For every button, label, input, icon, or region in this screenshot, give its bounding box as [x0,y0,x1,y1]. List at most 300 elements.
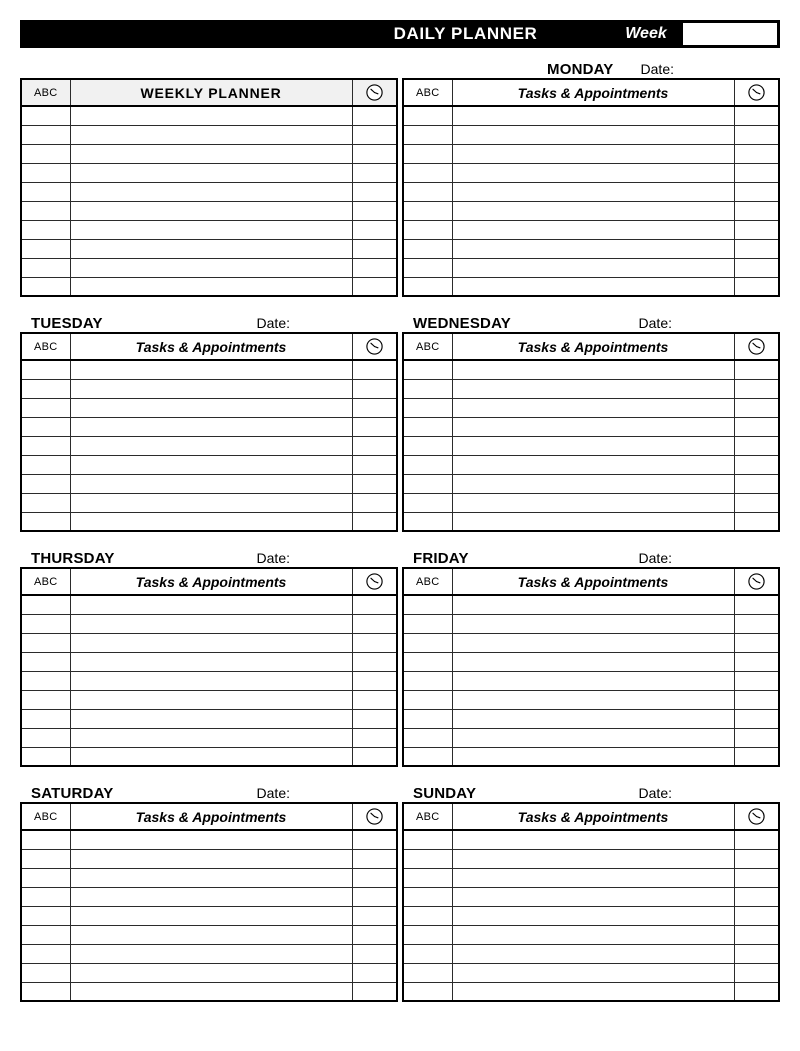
cell-time[interactable] [734,474,779,493]
date-label-friday[interactable]: Date: [638,550,672,566]
cell-time[interactable] [352,493,397,512]
cell-abc[interactable] [403,906,452,925]
cell-time[interactable] [734,379,779,398]
column-header-title-monday: Tasks & Appointments [452,79,734,106]
planner-table-monday [402,78,780,297]
table-row [21,277,397,296]
cell-task[interactable] [70,144,352,163]
cell-task[interactable] [70,709,352,728]
cell-abc[interactable] [21,277,70,296]
day-name-saturday: SATURDAY [31,785,114,802]
cell-task[interactable] [452,436,734,455]
cell-time[interactable] [734,258,779,277]
date-label-monday[interactable]: Date: [640,61,674,77]
cell-abc[interactable] [21,512,70,531]
cell-task[interactable] [452,474,734,493]
cell-task[interactable] [452,277,734,296]
cell-time[interactable] [352,417,397,436]
cell-abc[interactable] [21,925,70,944]
cell-task[interactable] [452,417,734,436]
cell-task[interactable] [452,963,734,982]
day-name-tuesday: TUESDAY [31,315,103,332]
cell-time[interactable] [352,709,397,728]
table-row [403,963,779,982]
cell-time[interactable] [352,125,397,144]
cell-abc[interactable] [403,887,452,906]
cell-time[interactable] [734,728,779,747]
cell-abc[interactable] [21,474,70,493]
cell-abc[interactable] [403,982,452,1001]
cell-task[interactable] [70,239,352,258]
cell-abc[interactable] [21,728,70,747]
table-row [21,144,397,163]
cell-task[interactable] [70,830,352,849]
table-row [21,887,397,906]
cell-task[interactable] [452,982,734,1001]
table-row [403,868,779,887]
cell-abc[interactable] [403,144,452,163]
column-header-abc: ABC [21,79,70,106]
cell-abc[interactable] [21,830,70,849]
cell-time[interactable] [734,944,779,963]
table-row [403,182,779,201]
cell-time[interactable] [734,182,779,201]
cell-time[interactable] [352,887,397,906]
cell-task[interactable] [452,455,734,474]
cell-abc[interactable] [403,436,452,455]
cell-abc[interactable] [21,849,70,868]
cell-abc[interactable] [403,868,452,887]
cell-time[interactable] [352,830,397,849]
cell-time[interactable] [734,277,779,296]
clock-icon [365,572,384,591]
cell-abc[interactable] [21,671,70,690]
cell-time[interactable] [352,747,397,766]
table-row [21,417,397,436]
cell-task[interactable] [452,398,734,417]
cell-abc[interactable] [21,868,70,887]
table-row [21,239,397,258]
cell-abc[interactable] [403,614,452,633]
cell-time[interactable] [734,906,779,925]
cell-task[interactable] [70,868,352,887]
cell-time[interactable] [734,144,779,163]
title-bar-spacer [21,21,321,47]
cell-time[interactable] [352,144,397,163]
cell-abc[interactable] [403,925,452,944]
cell-time[interactable] [734,493,779,512]
cell-task[interactable] [452,709,734,728]
table-row [21,474,397,493]
cell-abc[interactable] [21,493,70,512]
cell-time[interactable] [352,944,397,963]
cell-task[interactable] [70,652,352,671]
cell-task[interactable] [70,417,352,436]
cell-task[interactable] [452,182,734,201]
cell-time[interactable] [734,360,779,379]
cell-time[interactable] [352,220,397,239]
date-label-saturday[interactable]: Date: [256,785,290,801]
column-header-clock [352,568,397,595]
planner-table-wrap-wednesday [402,332,780,532]
cell-time[interactable] [352,455,397,474]
cell-abc[interactable] [403,182,452,201]
date-label-sunday[interactable]: Date: [638,785,672,801]
cell-time[interactable] [734,830,779,849]
cell-abc[interactable] [403,652,452,671]
table-row [21,652,397,671]
cell-task[interactable] [452,633,734,652]
date-label-tuesday[interactable]: Date: [256,315,290,331]
cell-time[interactable] [734,239,779,258]
cell-abc[interactable] [21,417,70,436]
day-title-cell-sunday [402,785,780,802]
cell-time[interactable] [352,277,397,296]
day-name-monday: MONDAY [547,61,614,78]
cell-task[interactable] [452,671,734,690]
cell-time[interactable] [734,512,779,531]
cell-abc[interactable] [21,614,70,633]
cell-time[interactable] [352,436,397,455]
cell-task[interactable] [70,614,352,633]
table-row [403,652,779,671]
table-header-sunday [403,803,779,830]
clock-icon [365,337,384,356]
cell-task[interactable] [70,258,352,277]
cell-abc[interactable] [403,633,452,652]
cell-task[interactable] [70,182,352,201]
cell-abc[interactable] [21,690,70,709]
cell-time[interactable] [734,690,779,709]
day-title-row [20,48,780,78]
cell-abc[interactable] [403,944,452,963]
date-label-wednesday[interactable]: Date: [638,315,672,331]
table-row [403,614,779,633]
cell-task[interactable] [452,868,734,887]
cell-task[interactable] [452,906,734,925]
cell-task[interactable] [70,906,352,925]
cell-time[interactable] [734,709,779,728]
block-gap [20,532,780,539]
cell-abc[interactable] [403,239,452,258]
cell-abc[interactable] [21,163,70,182]
cell-task[interactable] [452,125,734,144]
cell-abc[interactable] [21,360,70,379]
cell-abc[interactable] [403,728,452,747]
cell-time[interactable] [352,474,397,493]
cell-time[interactable] [734,201,779,220]
cell-abc[interactable] [21,398,70,417]
day-title-cell-saturday [20,785,398,802]
cell-task[interactable] [70,633,352,652]
planner-table-wrap-monday [402,78,780,297]
cell-task[interactable] [452,728,734,747]
cell-task[interactable] [70,849,352,868]
cell-time[interactable] [352,690,397,709]
table-row [403,417,779,436]
cell-time[interactable] [352,982,397,1001]
cell-abc[interactable] [21,595,70,614]
cell-time[interactable] [734,614,779,633]
table-row [21,379,397,398]
table-row [403,709,779,728]
cell-abc[interactable] [21,747,70,766]
cell-time[interactable] [352,379,397,398]
cell-abc[interactable] [403,455,452,474]
cell-time[interactable] [734,652,779,671]
cell-task[interactable] [70,125,352,144]
cell-time[interactable] [734,455,779,474]
table-body-sunday [403,830,779,1001]
cell-abc[interactable] [21,144,70,163]
cell-abc[interactable] [21,982,70,1001]
cell-task[interactable] [70,887,352,906]
cell-task[interactable] [70,455,352,474]
cell-abc[interactable] [21,944,70,963]
cell-task[interactable] [452,220,734,239]
cell-task[interactable] [70,595,352,614]
week-input[interactable] [682,22,778,46]
cell-abc[interactable] [403,830,452,849]
column-header-title-thursday: Tasks & Appointments [70,568,352,595]
cell-task[interactable] [70,379,352,398]
cell-task[interactable] [70,671,352,690]
cell-task[interactable] [70,360,352,379]
cell-time[interactable] [352,239,397,258]
cell-time[interactable] [352,595,397,614]
cell-time[interactable] [734,220,779,239]
day-title-cell-tuesday [20,315,398,332]
cell-time[interactable] [352,963,397,982]
cell-time[interactable] [734,747,779,766]
cell-abc[interactable] [403,595,452,614]
table-row [403,493,779,512]
table-row [21,728,397,747]
cell-abc[interactable] [21,201,70,220]
cell-abc[interactable] [403,220,452,239]
cell-task[interactable] [70,690,352,709]
cell-time[interactable] [734,849,779,868]
day-name-sunday: SUNDAY [413,785,477,802]
cell-task[interactable] [452,747,734,766]
cell-time[interactable] [352,633,397,652]
cell-abc[interactable] [21,239,70,258]
planner-table-thursday [20,567,398,767]
cell-time[interactable] [734,671,779,690]
cell-time[interactable] [352,512,397,531]
cell-abc[interactable] [21,887,70,906]
planner-block-1 [20,332,780,532]
cell-abc[interactable] [21,125,70,144]
cell-abc[interactable] [403,671,452,690]
cell-task[interactable] [70,201,352,220]
date-label-thursday[interactable]: Date: [256,550,290,566]
cell-abc[interactable] [403,398,452,417]
cell-abc[interactable] [403,163,452,182]
cell-time[interactable] [352,163,397,182]
cell-task[interactable] [70,163,352,182]
cell-time[interactable] [352,182,397,201]
cell-abc[interactable] [403,125,452,144]
cell-task[interactable] [452,595,734,614]
table-row [21,201,397,220]
cell-abc[interactable] [21,220,70,239]
table-body-saturday [21,830,397,1001]
cell-time[interactable] [734,125,779,144]
cell-task[interactable] [452,652,734,671]
cell-abc[interactable] [403,849,452,868]
cell-time[interactable] [734,963,779,982]
cell-abc[interactable] [403,360,452,379]
cell-abc[interactable] [21,906,70,925]
cell-task[interactable] [70,277,352,296]
cell-task[interactable] [70,944,352,963]
cell-task[interactable] [452,690,734,709]
cell-task[interactable] [70,436,352,455]
cell-task[interactable] [452,614,734,633]
cell-abc[interactable] [21,652,70,671]
cell-time[interactable] [734,106,779,125]
cell-abc[interactable] [21,379,70,398]
clock-icon [365,83,384,102]
cell-time[interactable] [734,417,779,436]
table-header-tuesday [21,333,397,360]
cell-time[interactable] [352,906,397,925]
cell-abc[interactable] [403,512,452,531]
cell-time[interactable] [352,671,397,690]
table-header-monday [403,79,779,106]
cell-abc[interactable] [403,379,452,398]
week-label: Week [625,25,667,42]
cell-abc[interactable] [403,258,452,277]
cell-time[interactable] [352,201,397,220]
table-row [403,360,779,379]
cell-task[interactable] [452,379,734,398]
table-body-monday [403,106,779,296]
cell-task[interactable] [70,398,352,417]
table-row [21,125,397,144]
table-row [21,982,397,1001]
cell-task[interactable] [70,220,352,239]
cell-task[interactable] [452,239,734,258]
column-header-clock [734,568,779,595]
cell-time[interactable] [352,925,397,944]
cell-abc[interactable] [403,417,452,436]
cell-abc[interactable] [21,455,70,474]
cell-abc[interactable] [403,493,452,512]
cell-task[interactable] [452,493,734,512]
cell-time[interactable] [352,360,397,379]
cell-time[interactable] [734,925,779,944]
cell-abc[interactable] [403,747,452,766]
cell-task[interactable] [70,925,352,944]
column-header-abc: ABC [403,333,452,360]
cell-abc[interactable] [21,963,70,982]
column-header-clock [734,803,779,830]
cell-abc[interactable] [403,201,452,220]
cell-time[interactable] [352,868,397,887]
cell-abc[interactable] [403,106,452,125]
cell-abc[interactable] [403,474,452,493]
planner-block-2 [20,567,780,767]
cell-abc[interactable] [21,106,70,125]
cell-task[interactable] [452,201,734,220]
cell-task[interactable] [70,106,352,125]
cell-task[interactable] [452,360,734,379]
cell-abc[interactable] [21,633,70,652]
planner-table-sunday [402,802,780,1002]
cell-time[interactable] [352,614,397,633]
planner-table-saturday [20,802,398,1002]
cell-task[interactable] [70,493,352,512]
cell-time[interactable] [352,849,397,868]
cell-task[interactable] [452,163,734,182]
table-row [403,277,779,296]
cell-task[interactable] [452,512,734,531]
cell-task[interactable] [452,925,734,944]
cell-time[interactable] [734,398,779,417]
cell-abc[interactable] [403,277,452,296]
day-name-friday: FRIDAY [413,550,469,567]
cell-task[interactable] [70,747,352,766]
cell-abc[interactable] [403,963,452,982]
cell-abc[interactable] [21,709,70,728]
cell-time[interactable] [734,163,779,182]
cell-abc[interactable] [21,182,70,201]
cell-task[interactable] [70,728,352,747]
cell-task[interactable] [452,258,734,277]
planner-block-0 [20,78,780,297]
cell-task[interactable] [70,963,352,982]
cell-time[interactable] [734,887,779,906]
cell-task[interactable] [452,144,734,163]
column-header-title-weekly-planner: WEEKLY PLANNER [70,79,352,106]
cell-task[interactable] [70,474,352,493]
cell-time[interactable] [734,436,779,455]
cell-time[interactable] [352,398,397,417]
cell-task[interactable] [452,106,734,125]
planner-table-wrap-thursday [20,567,398,767]
cell-task[interactable] [452,887,734,906]
column-header-clock [352,79,397,106]
cell-time[interactable] [734,982,779,1001]
planner-table-wrap-weekly-planner [20,78,398,297]
cell-time[interactable] [734,595,779,614]
table-row [403,830,779,849]
cell-time[interactable] [352,106,397,125]
cell-abc[interactable] [403,690,452,709]
cell-task[interactable] [452,944,734,963]
planner-table-wrap-sunday [402,802,780,1002]
cell-time[interactable] [352,728,397,747]
cell-time[interactable] [734,868,779,887]
clock-icon [747,572,766,591]
table-row [21,633,397,652]
cell-task[interactable] [70,982,352,1001]
cell-time[interactable] [352,258,397,277]
cell-task[interactable] [452,830,734,849]
cell-task[interactable] [70,512,352,531]
table-row [403,258,779,277]
cell-time[interactable] [352,652,397,671]
cell-time[interactable] [734,633,779,652]
cell-task[interactable] [452,849,734,868]
cell-abc[interactable] [21,436,70,455]
column-header-title-sunday: Tasks & Appointments [452,803,734,830]
table-row [21,436,397,455]
cell-abc[interactable] [403,709,452,728]
cell-abc[interactable] [21,258,70,277]
